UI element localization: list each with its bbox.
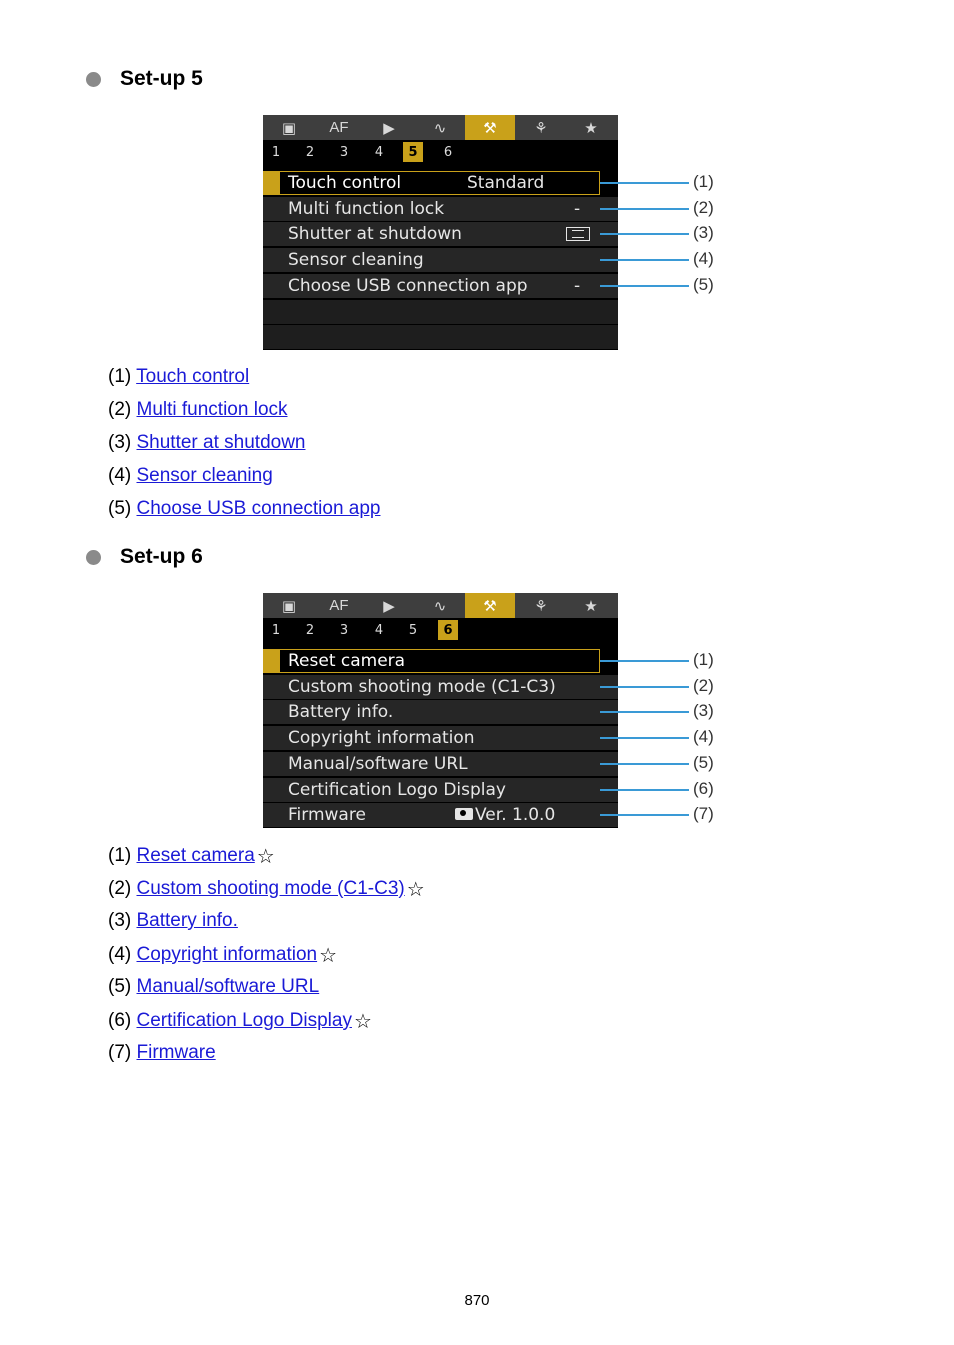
page-tab-2[interactable]: 2 [305,622,315,638]
bullet-icon [86,550,101,565]
item-link[interactable]: Touch control [136,366,250,387]
menu-item-label: Copyright information [288,728,475,749]
item-link[interactable]: Firmware [136,1042,216,1063]
item-number: (7) [108,1042,137,1063]
item-link[interactable]: Reset camera [136,845,255,866]
callout-number: (7) [693,804,714,824]
wave-icon[interactable]: ∿ [433,597,447,615]
callout-number: (6) [693,778,714,798]
menu-item[interactable] [263,803,618,827]
callout-number: (2) [693,675,714,695]
menu-item-label: Multi function lock [288,198,445,219]
custom-icon[interactable]: ⚘ [534,597,548,615]
af-icon[interactable]: AF [329,597,349,614]
item-number: (1) [108,845,137,866]
list-item [108,498,381,520]
menu-item-label: Firmware [288,805,366,826]
camera-icon[interactable]: ▣ [281,597,297,615]
section-title: Set-up 5 [120,67,203,90]
callout-number: (3) [693,223,714,243]
page-tab-4[interactable]: 4 [374,144,384,160]
menu-item-label: Manual/software URL [288,753,468,774]
star-icon: ☆ [256,846,275,868]
menu-item-value-text: Ver. 1.0.0 [475,805,556,826]
menu-item-label: Certification Logo Display [288,779,506,800]
list-item [108,910,238,932]
menu-item-value-text: - [574,198,581,219]
item-link[interactable]: Sensor cleaning [136,465,273,486]
custom-icon[interactable]: ⚘ [534,119,548,137]
menu-item[interactable] [263,649,618,673]
callout-number: (3) [693,701,714,721]
item-number: (6) [108,1010,137,1031]
menu-item-value [574,276,580,296]
callout-line [600,182,689,184]
item-number: (4) [108,944,137,965]
callout-line [600,660,689,662]
menu-item-label: Shutter at shutdown [288,224,462,245]
section-title: Set-up 6 [120,545,203,568]
callout-line [600,686,689,688]
page-number: 870 [464,1292,490,1309]
list-item [108,399,288,421]
item-number: (1) [108,366,137,387]
list-item [108,432,306,454]
menu-item[interactable] [263,171,618,195]
camera-menu-screen [263,593,618,828]
menu-item-value [455,805,555,825]
menu-item-value [574,199,580,219]
camera-menu-screen [263,115,618,350]
page-tab-5[interactable]: 5 [403,142,423,162]
item-number: (5) [108,976,137,997]
page-tab-3[interactable]: 3 [339,622,349,638]
page-tab-3[interactable]: 3 [339,144,349,160]
page-tab-6[interactable]: 6 [443,144,453,160]
selection-marker [263,171,280,195]
menu-item-value-text: Standard [467,173,545,193]
menu-page-bar [263,140,618,163]
item-link[interactable]: Copyright information [136,944,318,965]
menu-tab-bar [263,115,618,140]
menu-item-label: Touch control [288,173,402,193]
menu-item-label: Custom shooting mode (C1-C3) [288,676,556,697]
shutter-glyph [566,227,590,241]
item-link[interactable]: Shutter at shutdown [136,432,306,453]
wrench-icon[interactable]: ⚒ [465,115,515,140]
star-icon[interactable]: ★ [584,119,598,137]
star-icon: ☆ [406,879,425,901]
star-icon: ☆ [319,945,338,967]
menu-row-empty [263,300,618,324]
item-number: (4) [108,465,137,486]
menu-tab-bar [263,593,618,618]
selection-marker [263,649,280,673]
list-item [108,366,249,388]
list-item [108,844,275,869]
star-icon[interactable]: ★ [584,597,598,615]
item-number: (2) [108,878,137,899]
item-link[interactable]: Certification Logo Display [136,1010,352,1031]
list-item [108,976,319,998]
menu-item[interactable] [263,675,618,699]
callout-line [600,789,689,791]
callout-line [600,259,689,261]
menu-item-label: Sensor cleaning [288,250,424,271]
menu-item-label: Choose USB connection app [288,275,528,296]
page-tab-1[interactable]: 1 [271,622,281,638]
list-item [108,1009,372,1034]
menu-row-empty [263,325,618,349]
menu-item-value-text: - [574,275,581,296]
list-item [108,877,425,902]
page-tab-1[interactable]: 1 [271,144,281,160]
item-link[interactable]: Battery info. [136,910,238,931]
item-link[interactable]: Choose USB connection app [136,498,381,519]
menu-item[interactable] [263,700,618,724]
callout-line [600,208,689,210]
star-icon: ☆ [353,1011,372,1033]
menu-item-label: Reset camera [288,651,406,671]
callout-number: (4) [693,727,714,747]
menu-item[interactable] [263,778,618,802]
playback-icon[interactable]: ▶ [383,597,395,615]
item-link[interactable]: Multi function lock [136,399,288,420]
camera-body-icon [455,808,473,820]
callout-number: (4) [693,249,714,269]
callout-number: (2) [693,197,714,217]
menu-item[interactable] [263,274,618,298]
list-item [108,1042,216,1064]
item-number: (2) [108,399,137,420]
af-icon[interactable]: AF [329,119,349,136]
callout-number: (5) [693,752,714,772]
shutter-icon [566,227,590,247]
menu-page-bar [263,618,618,641]
list-item [108,943,337,968]
list-item [108,465,273,487]
page-tab-2[interactable]: 2 [305,144,315,160]
page-tab-5[interactable]: 5 [408,622,418,638]
callout-line [600,763,689,765]
callout-line [600,814,689,816]
section-heading [86,542,203,572]
item-link[interactable]: Custom shooting mode (C1-C3) [136,878,405,899]
callout-number: (1) [693,650,714,669]
camera-icon[interactable]: ▣ [281,119,297,137]
callout-number: (5) [693,274,714,294]
item-number: (3) [108,432,137,453]
item-number: (3) [108,910,137,931]
menu-item[interactable] [263,197,618,221]
menu-item[interactable] [263,248,618,272]
menu-item[interactable] [263,752,618,776]
callout-line [600,233,689,235]
callout-line [600,285,689,287]
callout-number: (1) [693,172,714,191]
page-tab-4[interactable]: 4 [374,622,384,638]
page-tab-6[interactable]: 6 [438,620,458,640]
bullet-icon [86,72,101,87]
wrench-icon[interactable]: ⚒ [465,593,515,618]
playback-icon[interactable]: ▶ [383,119,395,137]
section-heading [86,64,203,94]
item-link[interactable]: Manual/software URL [136,976,320,997]
menu-item-label: Battery info. [288,702,394,723]
callout-line [600,737,689,739]
callout-line [600,711,689,713]
wave-icon[interactable]: ∿ [433,119,447,137]
menu-item[interactable] [263,222,618,246]
item-number: (5) [108,498,137,519]
menu-item[interactable] [263,726,618,750]
menu-item-value [467,173,544,193]
